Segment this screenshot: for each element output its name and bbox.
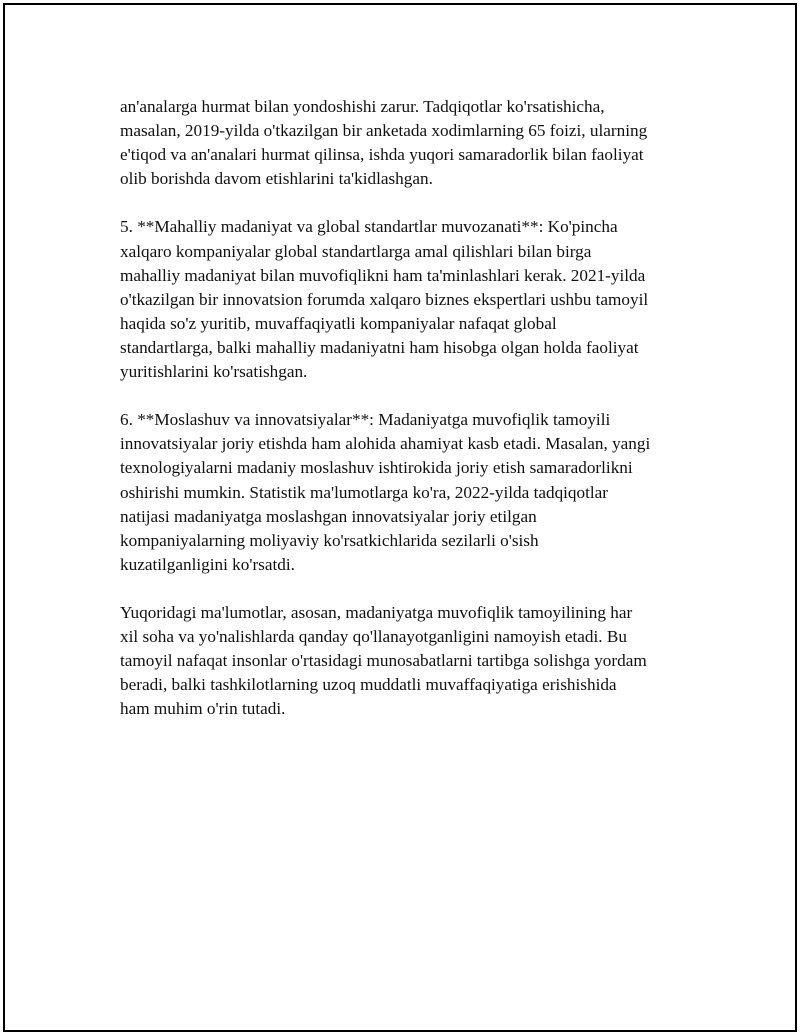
text-line: xil soha va yo'nalishlarda qanday qo'llanayotganligini namoyish etadi. Bu: [120, 627, 627, 647]
text-line: kompaniyalarning moliyaviy ko'rsatkichlarida sezilarli o'sish: [120, 530, 539, 550]
text-line: texnologiyalarni madaniy moslashuv ishtirokida joriy etish samaradorlikni: [120, 458, 633, 478]
text-line: ham muhim o'rin tutadi.: [120, 699, 286, 719]
text-line: haqida so'z yuritib, muvaffaqiyatli kompaniyalar nafaqat global: [120, 313, 557, 333]
paragraph-4: [120, 601, 700, 721]
text-line: an'analarga hurmat bilan yondoshishi zarur. Tadqiqotlar ko'rsatishicha,: [120, 97, 605, 116]
document-page: [3, 3, 797, 1032]
text-line: oshirishi mumkin. Statistik ma'lumotlarga ko'ra, 2022-yilda tadqiqotlar: [120, 482, 609, 502]
paragraph-2: [120, 215, 700, 384]
paragraph-spacer: [120, 384, 700, 408]
text-line: standartlarga, balki mahalliy madaniyatni ham hisobga olgan holda faoliyat: [120, 337, 639, 357]
paragraph-spacer: [120, 191, 700, 215]
text-line: yuritishlarini ko'rsatishgan.: [120, 362, 308, 382]
text-line: Yuqoridagi ma'lumotlar, asosan, madaniyatga muvofiqlik tamoyilining har: [120, 602, 633, 622]
text-line: 6. **Moslashuv va innovatsiyalar**: Madaniyatga muvofiqlik tamoyili: [120, 410, 611, 430]
document-body: [120, 95, 700, 721]
text-line: e'tiqod va an'analari hurmat qilinsa, ishda yuqori samaradorlik bilan faoliyat: [120, 145, 644, 165]
text-line: mahalliy madaniyat bilan muvofiqlikni ham ta'minlashlari kerak. 2021-yilda: [120, 265, 646, 285]
text-line: xalqaro kompaniyalar global standartlarga amal qilishlari bilan birga: [120, 241, 592, 261]
text-line: innovatsiyalar joriy etishda ham alohida ahamiyat kasb etadi. Masalan, yangi: [120, 434, 651, 454]
text-line: o'tkazilgan bir innovatsion forumda xalqaro biznes ekspertlari ushbu tamoyil: [120, 289, 649, 309]
text-line: kuzatilganligini ko'rsatdi.: [120, 554, 295, 574]
text-line: masalan, 2019-yilda o'tkazilgan bir anketada xodimlarning 65 foizi, ularning: [120, 121, 648, 141]
text-line: olib borishda davom etishlarini ta'kidlashgan.: [120, 169, 433, 189]
text-line: beradi, balki tashkilotlarning uzoq muddatli muvaffaqiyatiga erishishida: [120, 675, 617, 695]
paragraph-1: [120, 95, 700, 191]
text-line: natijasi madaniyatga moslashgan innovatsiyalar joriy etilgan: [120, 506, 537, 526]
text-line: tamoyil nafaqat insonlar o'rtasidagi munosabatlarni tartibga solishga yordam: [120, 651, 647, 671]
text-line: 5. **Mahalliy madaniyat va global standartlar muvozanati**: Ko'pincha: [120, 217, 618, 237]
paragraph-spacer: [120, 577, 700, 601]
paragraph-3: [120, 408, 700, 577]
